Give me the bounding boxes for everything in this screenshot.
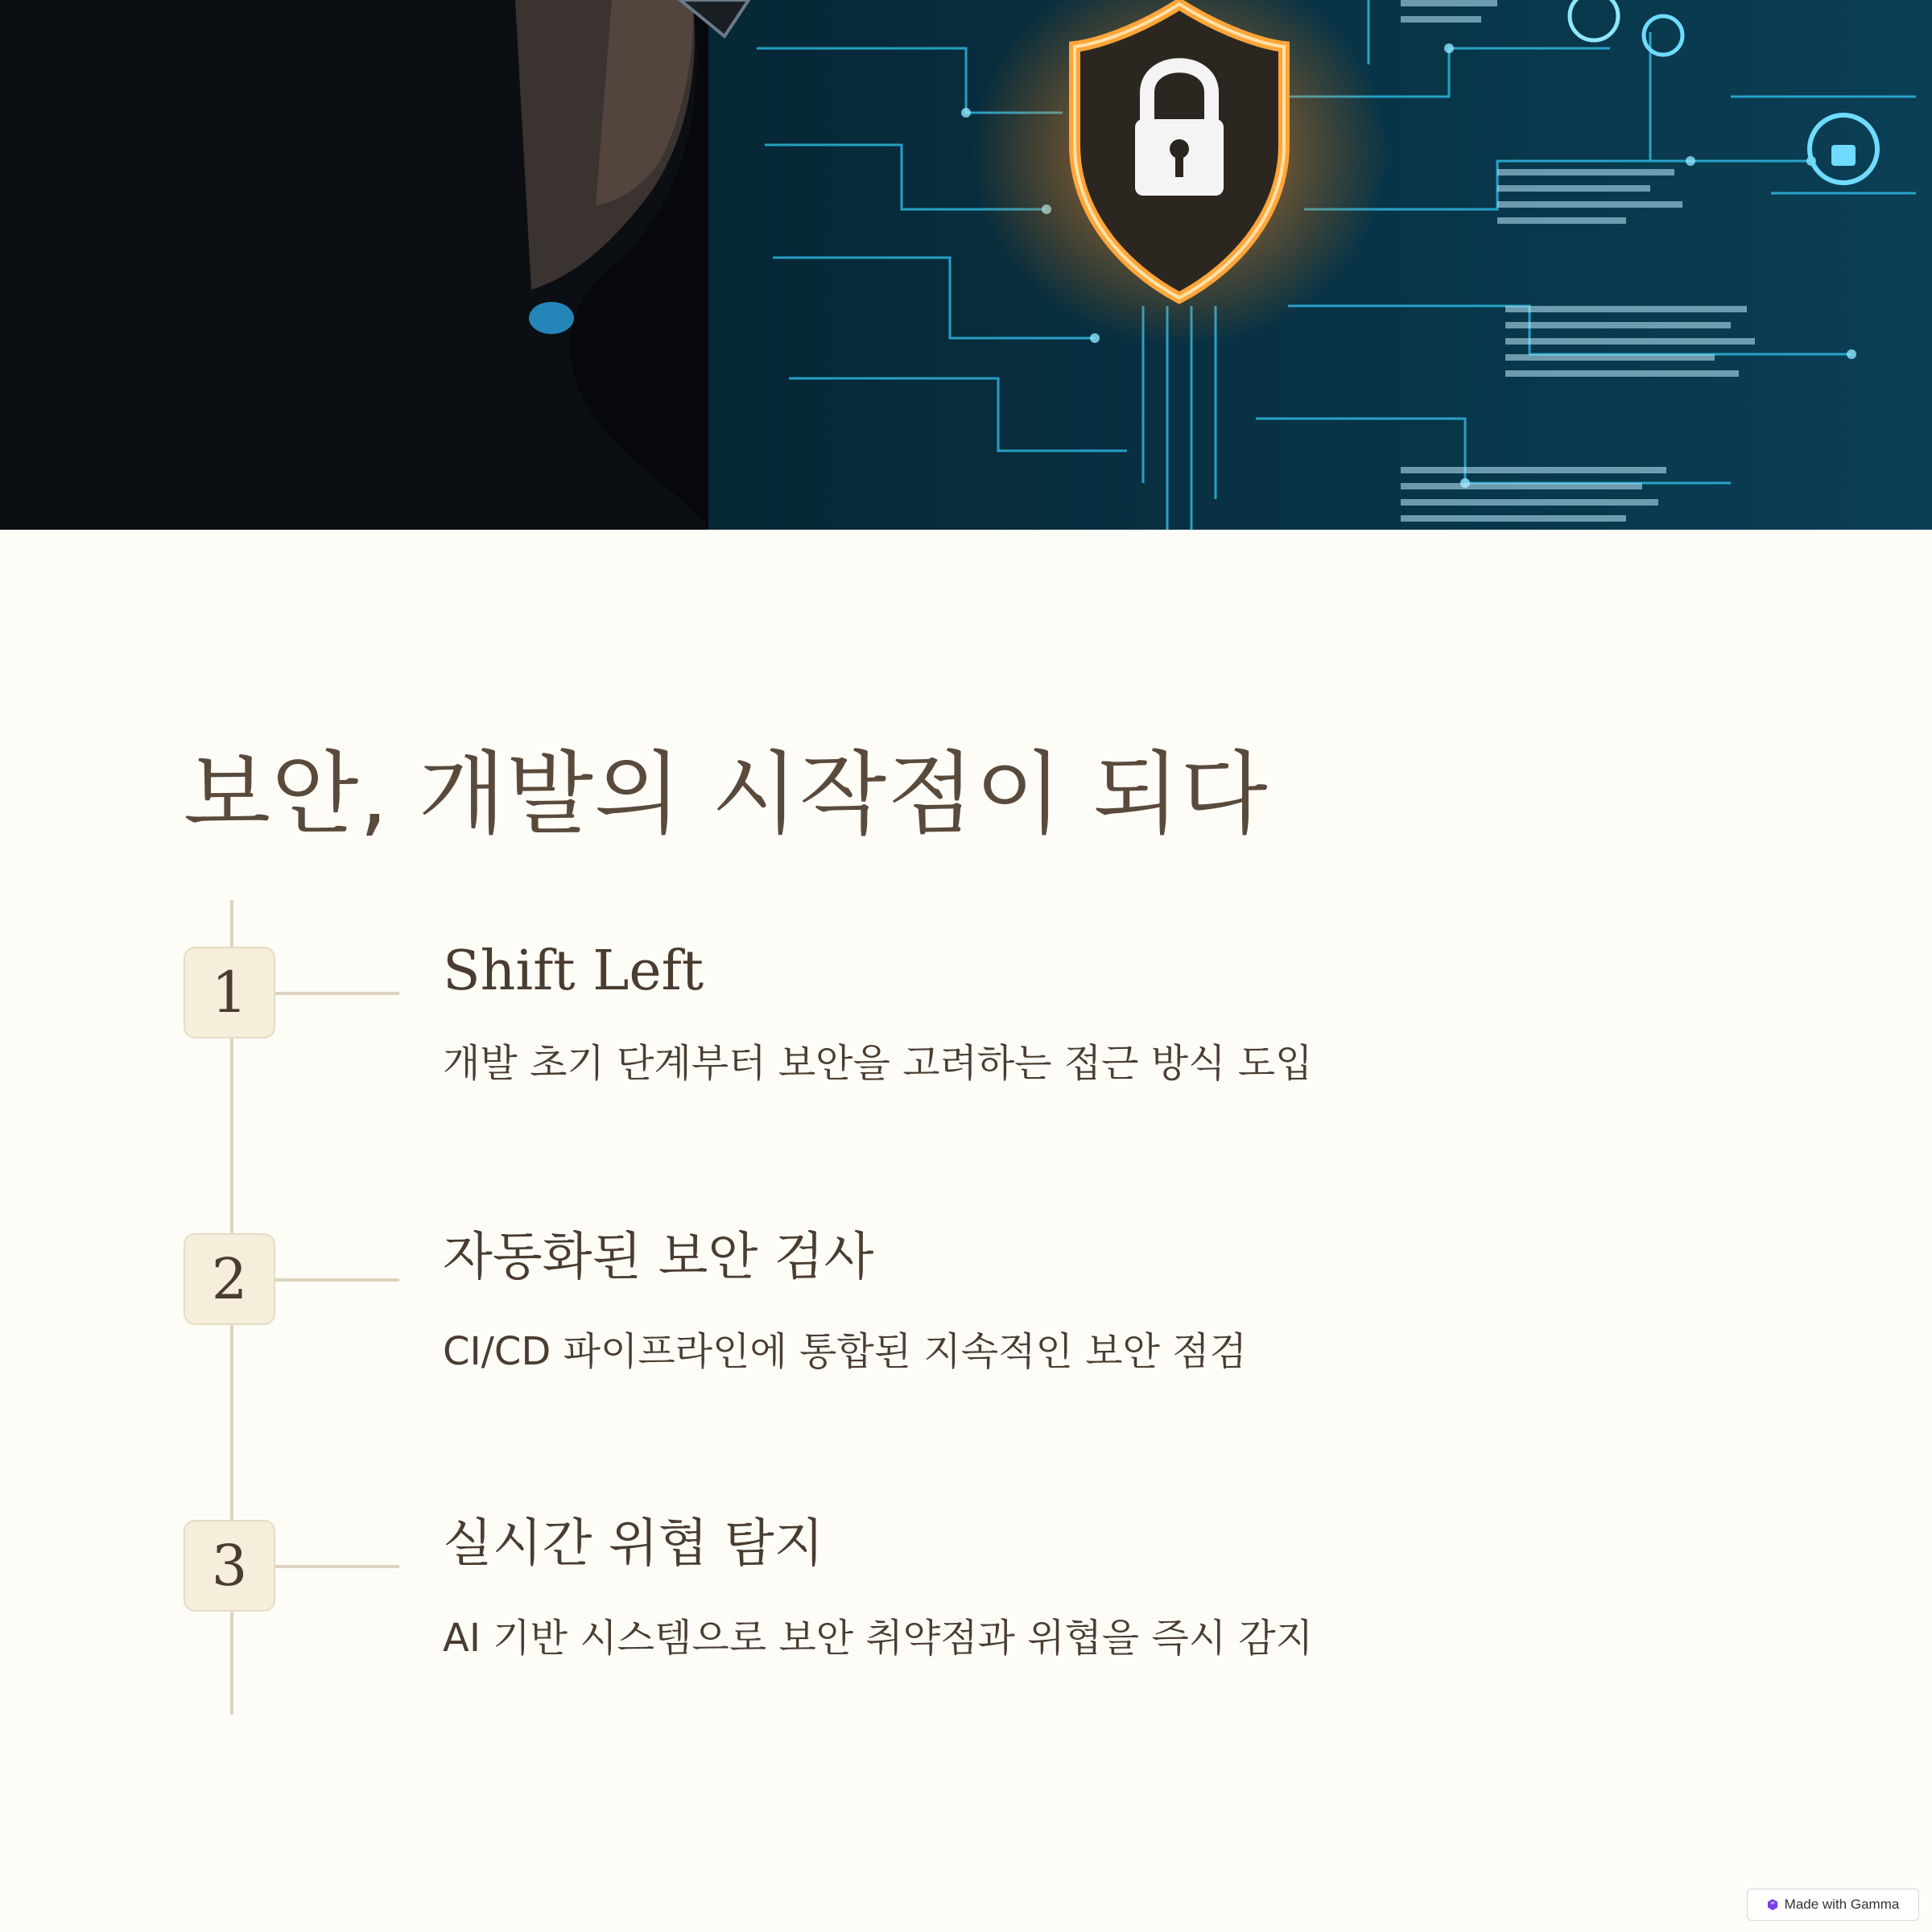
step-connector xyxy=(275,1565,399,1568)
step-description: AI 기반 시스템으로 보안 취약점과 위협을 즉시 감지 xyxy=(443,1616,1314,1661)
hero-illustration xyxy=(0,0,1932,530)
step-number-badge: 2 xyxy=(184,1233,275,1325)
step-connector xyxy=(275,992,399,995)
step-description: 개발 초기 단계부터 보안을 고려하는 접근 방식 도입 xyxy=(443,1041,1313,1086)
step-connector xyxy=(275,1278,399,1282)
gamma-logo-icon xyxy=(1767,1899,1778,1910)
person-silhouette xyxy=(0,0,749,530)
page-title: 보안, 개발의 시작점이 되다 xyxy=(184,742,1269,847)
made-with-gamma-badge[interactable] xyxy=(1747,1889,1919,1921)
step-description: CI/CD 파이프라인에 통합된 지속적인 보안 점검 xyxy=(443,1329,1247,1374)
step-number-badge: 3 xyxy=(184,1520,275,1612)
made-with-gamma-label: Made with Gamma xyxy=(1784,1897,1900,1912)
step-title: 자동화된 보안 검사 xyxy=(443,1228,874,1287)
step-title: Shift Left xyxy=(443,939,704,1003)
step-number-badge: 1 xyxy=(184,947,275,1038)
hero-image xyxy=(0,0,1932,530)
step-title: 실시간 위협 탐지 xyxy=(443,1514,824,1574)
